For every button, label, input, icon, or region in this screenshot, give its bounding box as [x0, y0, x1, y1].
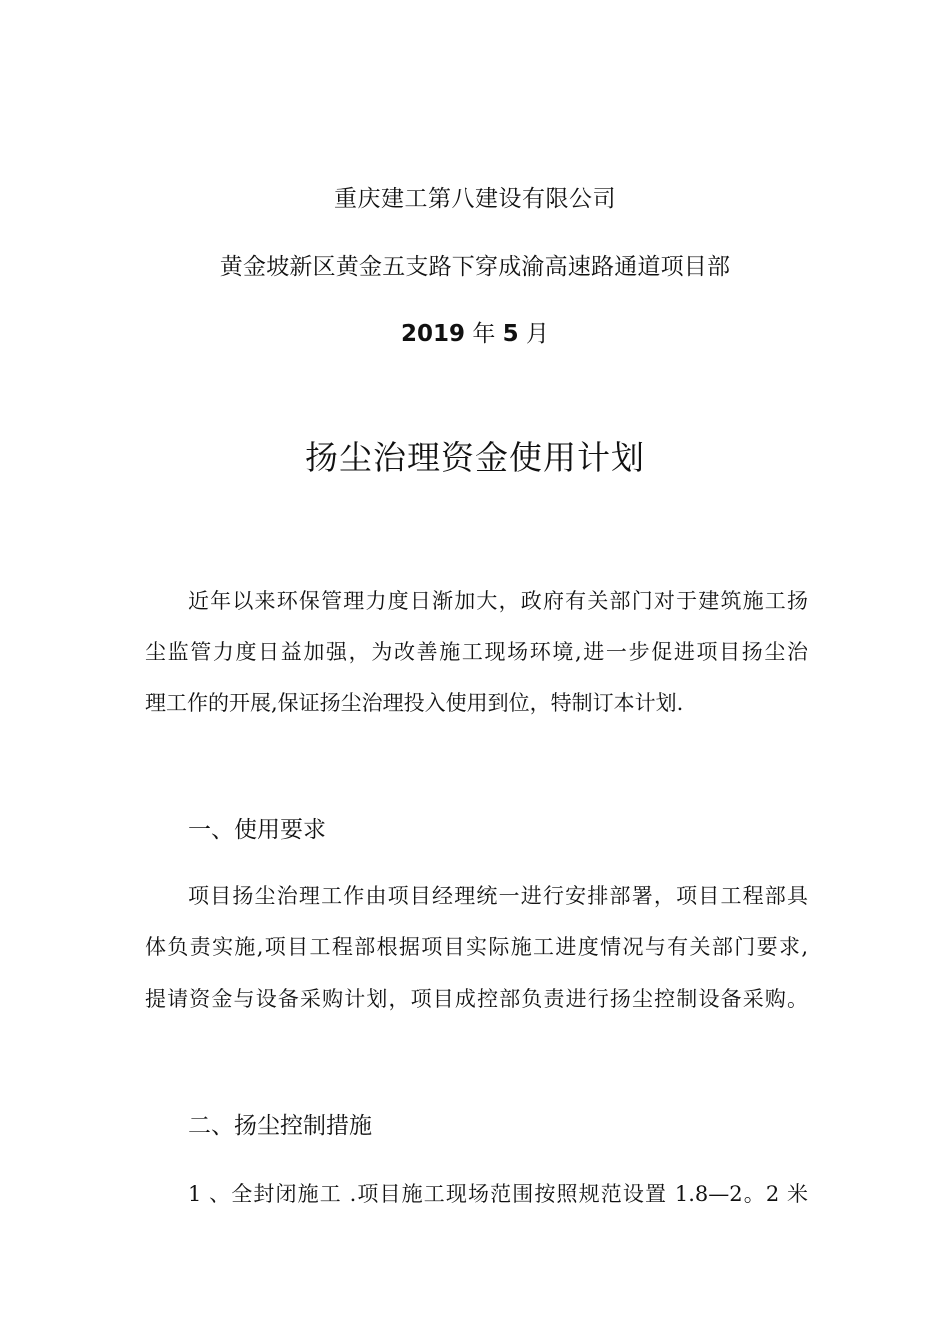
date-year-unit: 年 — [472, 321, 496, 347]
document-date — [0, 315, 950, 348]
intro-line-2: 尘监管力度日益加强，为改善施工现场环境,进一步促进项目扬尘治 — [145, 640, 808, 664]
date-month-unit: 月 — [525, 321, 549, 347]
section1-line-1: 项目扬尘治理工作由项目经理统一进行安排部署，项目工程部具 — [188, 884, 808, 908]
section2-heading: 二、扬尘控制措施 — [188, 1113, 372, 1139]
section1-line-3: 提请资金与设备采购计划，项目成控部负责进行扬尘控制设备采购。 — [145, 987, 808, 1011]
date-month: 5 — [502, 321, 519, 347]
section1-heading: 一、使用要求 — [188, 817, 326, 843]
company-name: 重庆建工第八建设有限公司 — [334, 186, 616, 212]
intro-line-1: 近年以来环保管理力度日渐加大，政府有关部门对于建筑施工扬 — [188, 589, 808, 613]
section2-line-1: 1 、全封闭施工 .项目施工现场范围按照规范设置 1.8—2。2 米 — [188, 1182, 808, 1206]
project-department-name: 黄金坡新区黄金五支路下穿成渝高速路通道项目部 — [219, 254, 731, 280]
document-title: 扬尘治理资金使用计划 — [305, 438, 645, 477]
intro-line-3: 理工作的开展,保证扬尘治理投入使用到位，特制订本计划. — [145, 691, 684, 715]
date-year: 2019 — [401, 321, 466, 347]
section1-line-2: 体负责实施,项目工程部根据项目实际施工进度情况与有关部门要求, — [145, 935, 808, 959]
